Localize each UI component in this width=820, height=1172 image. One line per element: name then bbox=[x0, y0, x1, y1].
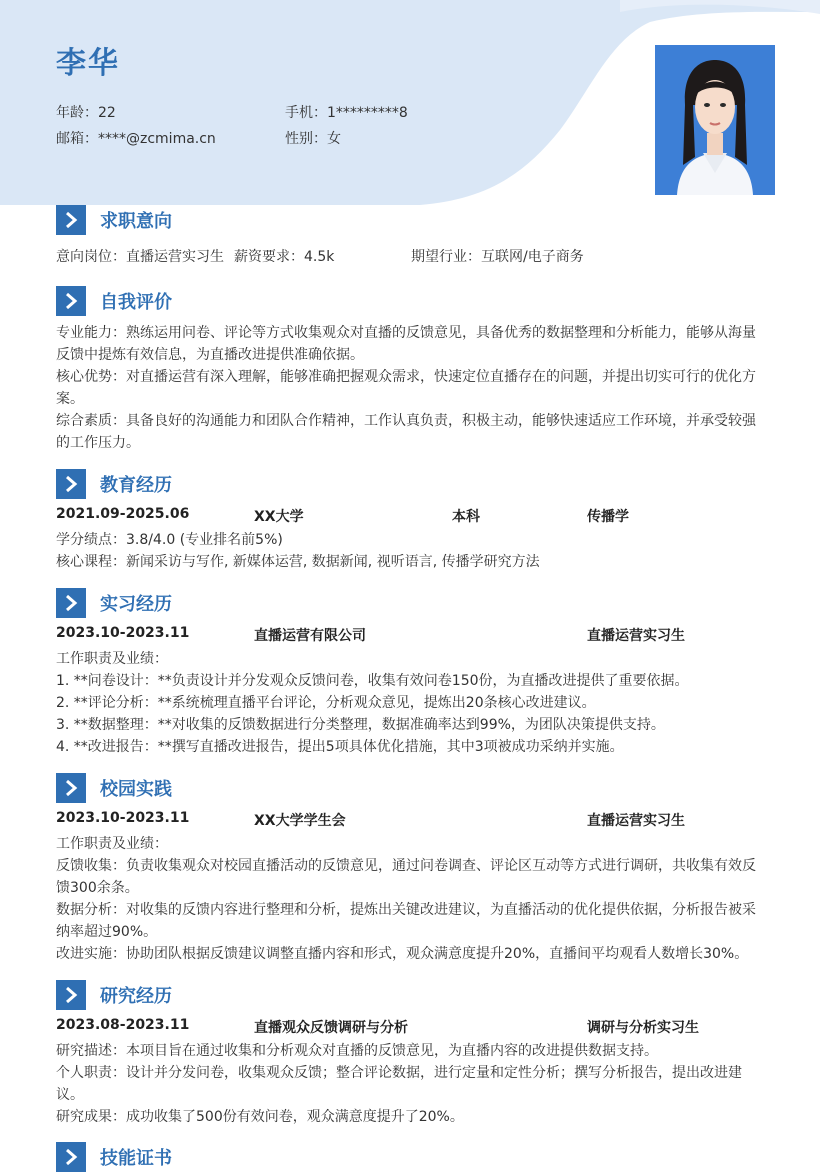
self-line: 专业能力：熟练运用问卷、评论等方式收集观众对直播的反馈意见，具备优秀的数据整理和分析能力，能够从海量 bbox=[56, 325, 756, 341]
section-title: 技能证书 bbox=[100, 1148, 172, 1169]
internship-line: 3. **数据整理：**对收集的反馈数据进行分类整理，数据准确率达到99%，为团队决策提供支持。 bbox=[56, 717, 665, 733]
phone-field: 手机：1*********8 bbox=[285, 105, 408, 121]
chevron-right-icon bbox=[56, 205, 86, 235]
chevron-right-icon bbox=[56, 469, 86, 499]
self-line: 反馈中提炼有效信息，为直播改进提供准确依据。 bbox=[56, 347, 364, 363]
internship-company: 直播运营有限公司 bbox=[254, 628, 366, 644]
research-role: 调研与分析实习生 bbox=[587, 1020, 699, 1036]
section-title: 实习经历 bbox=[100, 594, 172, 615]
section-title: 自我评价 bbox=[100, 292, 172, 313]
self-line: 综合素质：具备良好的沟通能力和团队合作精神，工作认真负责，积极主动，能够快速适应工作环境，并承受较强 bbox=[56, 413, 756, 429]
intent-position: 意向岗位：直播运营实习生 bbox=[56, 249, 224, 265]
section-header-skills bbox=[56, 1142, 172, 1172]
campus-date: 2023.10-2023.11 bbox=[56, 810, 190, 826]
chevron-right-icon bbox=[56, 773, 86, 803]
chevron-right-icon bbox=[56, 1142, 86, 1172]
campus-role: 直播运营实习生 bbox=[587, 813, 685, 829]
campus-line: 工作职责及业绩： bbox=[56, 836, 168, 852]
internship-line: 工作职责及业绩： bbox=[56, 651, 168, 667]
research-line: 个人职责：设计并分发问卷，收集观众反馈；整合评论数据，进行定量和定性分析；撰写分析报告，提出改进建 bbox=[56, 1065, 742, 1081]
research-line: 研究成果：成功收集了500份有效问卷，观众满意度提升了20%。 bbox=[56, 1109, 464, 1125]
self-line: 案。 bbox=[56, 391, 84, 407]
self-line: 核心优势：对直播运营有深入理解，能够准确把握观众需求，快速定位直播存在的问题，并提出切实可行的优化方 bbox=[56, 369, 756, 385]
internship-date: 2023.10-2023.11 bbox=[56, 625, 190, 641]
campus-line: 纳率超过90%。 bbox=[56, 924, 158, 940]
section-header-internship bbox=[56, 588, 172, 618]
campus-row bbox=[56, 810, 768, 832]
section-title: 教育经历 bbox=[100, 475, 172, 496]
section-header-campus bbox=[56, 773, 172, 803]
campus-line: 馈300余条。 bbox=[56, 880, 139, 896]
intent-salary: 薪资要求：4.5k bbox=[234, 249, 335, 265]
education-degree: 本科 bbox=[452, 509, 480, 525]
self-line: 的工作压力。 bbox=[56, 435, 140, 451]
email-field: 邮箱：****@zcmima.cn bbox=[56, 131, 216, 147]
education-line: 学分绩点：3.8/4.0 (专业排名前5%) bbox=[56, 532, 283, 548]
education-line: 核心课程：新闻采访与写作, 新媒体运营, 数据新闻, 视听语言, 传播学研究方法 bbox=[56, 554, 540, 570]
campus-line: 改进实施：协助团队根据反馈建议调整直播内容和形式，观众满意度提升20%，直播间平均观看人数增长30%。 bbox=[56, 946, 749, 962]
section-header-research bbox=[56, 980, 172, 1010]
section-title: 求职意向 bbox=[100, 211, 172, 232]
research-row bbox=[56, 1017, 768, 1039]
age-field: 年龄：22 bbox=[56, 105, 116, 121]
research-date: 2023.08-2023.11 bbox=[56, 1017, 190, 1033]
chevron-right-icon bbox=[56, 286, 86, 316]
candidate-name: 李华 bbox=[56, 46, 120, 81]
education-school: XX大学 bbox=[254, 509, 304, 525]
profile-photo bbox=[655, 45, 775, 195]
section-title: 研究经历 bbox=[100, 986, 172, 1007]
research-line: 研究描述：本项目旨在通过收集和分析观众对直播的反馈意见，为直播内容的改进提供数据支持。 bbox=[56, 1043, 658, 1059]
chevron-right-icon bbox=[56, 980, 86, 1010]
education-major: 传播学 bbox=[587, 509, 629, 525]
internship-role: 直播运营实习生 bbox=[587, 628, 685, 644]
research-line: 议。 bbox=[56, 1087, 84, 1103]
section-header-intent bbox=[56, 205, 172, 235]
internship-row bbox=[56, 625, 768, 647]
campus-line: 反馈收集：负责收集观众对校园直播活动的反馈意见，通过问卷调查、评论区互动等方式进行调研，共收集有效反 bbox=[56, 858, 756, 874]
internship-line: 2. **评论分析：**系统梳理直播平台评论，分析观众意见，提炼出20条核心改进建议。 bbox=[56, 695, 596, 711]
campus-org: XX大学学生会 bbox=[254, 813, 346, 829]
intent-industry: 期望行业：互联网/电子商务 bbox=[411, 249, 584, 265]
section-header-self bbox=[56, 286, 172, 316]
research-project: 直播观众反馈调研与分析 bbox=[254, 1020, 408, 1036]
section-title: 校园实践 bbox=[100, 779, 172, 800]
internship-line: 4. **改进报告：**撰写直播改进报告，提出5项具体优化措施，其中3项被成功采纳并实施。 bbox=[56, 739, 624, 755]
campus-line: 数据分析：对收集的反馈内容进行整理和分析，提炼出关键改进建议，为直播活动的优化提供依据，分析报告被采 bbox=[56, 902, 756, 918]
education-date: 2021.09-2025.06 bbox=[56, 506, 190, 522]
chevron-right-icon bbox=[56, 588, 86, 618]
section-header-education bbox=[56, 469, 172, 499]
education-row bbox=[56, 506, 768, 528]
internship-line: 1. **问卷设计：**负责设计并分发观众反馈问卷，收集有效问卷150份，为直播改进提供了重要依据。 bbox=[56, 673, 689, 689]
gender-field: 性别：女 bbox=[285, 131, 341, 147]
